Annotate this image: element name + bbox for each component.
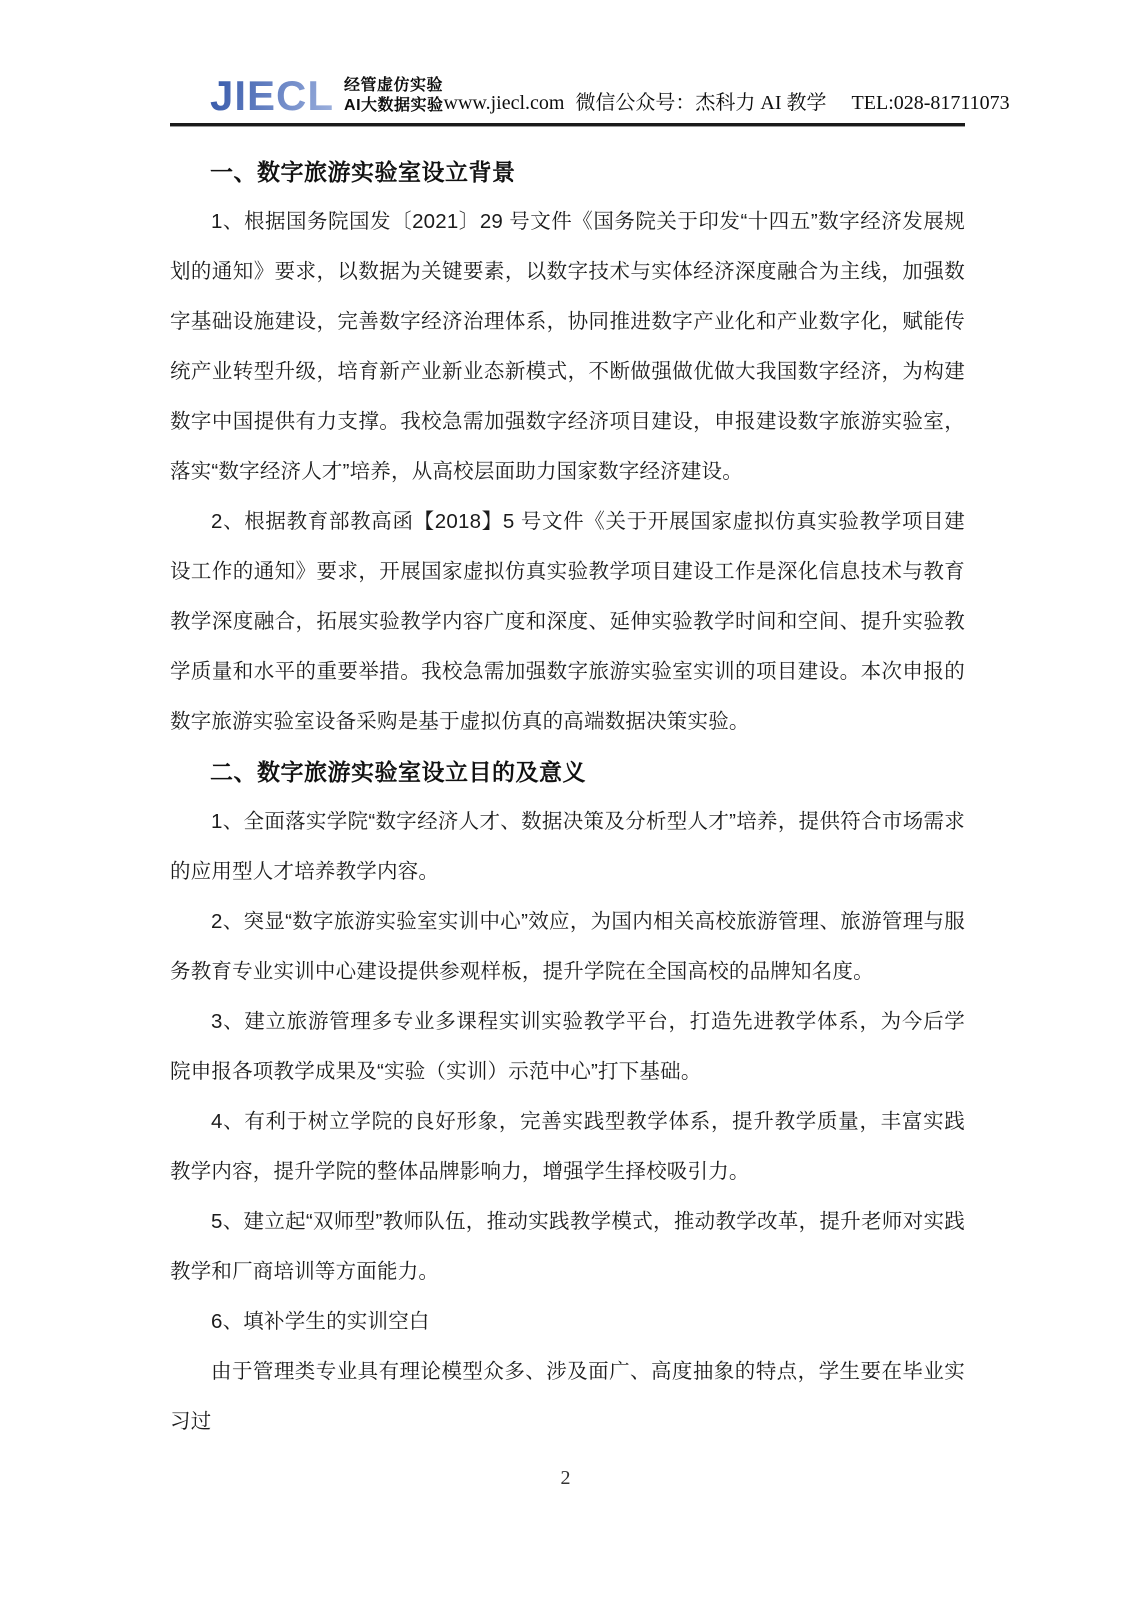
document-body [170, 122, 965, 1447]
letterhead-contact [444, 86, 1010, 116]
body-paragraph: 4、有利于树立学院的良好形象，完善实践型教学体系，提升教学质量，丰富实践教学内容，提升学院的整体品牌影响力，增强学生择校吸引力。 [170, 1110, 965, 1183]
logo-tagline-line1: 经管虚仿实验 [344, 77, 444, 94]
body-paragraph: 1、全面落实学院“数字经济人才、数据决策及分析型人才”培养，提供符合市场需求的应用型人才培养教学内容。 [170, 810, 965, 883]
jiecl-logo [210, 72, 444, 120]
jiecl-logo-tagline [344, 76, 444, 116]
section-1-heading: 一、数字旅游实验室设立背景 [210, 159, 516, 185]
body-paragraph: 6、填补学生的实训空白 [211, 1310, 430, 1333]
letterhead [170, 0, 1010, 127]
body-paragraph: 3、建立旅游管理多专业多课程实训实验教学平台，打造先进教学体系，为今后学院申报各项教学成果及“实验（实训）示范中心”打下基础。 [170, 1010, 965, 1083]
body-paragraph: 1、根据国务院国发〔2021〕29 号文件《国务院关于印发“十四五”数字经济发展规划的通知》要求，以数据为关键要素，以数字技术与实体经济深度融合为主线，加强数字基础设施建设，完善数字经济治理体系，协同推进数字产业化和产业数字化，赋能传统产业转型升级，培育新产业新业态新模式，不断做强做优做大我国数字经济，为构建数字中国提供有力支撑。我校急需加强数字经济项目建设，申报建设数字旅游实验室，落实“数字经济人才”培养，从高校层面助力国家数字经济建设。 [170, 210, 965, 483]
wechat-text: 微信公众号：杰科力 AI 教学 [575, 92, 827, 114]
jiecl-logo-wordmark: JIECL [210, 72, 335, 120]
website-text: www.jiecl.com [443, 92, 565, 114]
body-paragraph: 由于管理类专业具有理论模型众多、涉及面广、高度抽象的特点，学生要在毕业实习过 [170, 1360, 965, 1433]
page-footer [0, 1467, 1131, 1490]
logo-tagline-line2: AI大数据实验 [344, 97, 444, 114]
letterhead-row [170, 0, 1010, 123]
telephone-text: TEL:028-81711073 [851, 92, 1010, 114]
body-paragraph: 5、建立起“双师型”教师队伍，推动实践教学模式，推动教学改革，提升老师对实践教学和厂商培训等方面能力。 [170, 1210, 965, 1283]
body-paragraph: 2、突显“数字旅游实验室实训中心”效应，为国内相关高校旅游管理、旅游管理与服务教育专业实训中心建设提供参观样板，提升学院在全国高校的品牌知名度。 [170, 910, 965, 983]
section-2-heading: 二、数字旅游实验室设立目的及意义 [210, 759, 586, 785]
body-paragraph: 2、根据教育部教高函【2018】5 号文件《关于开展国家虚拟仿真实验教学项目建设工作的通知》要求，开展国家虚拟仿真实验教学项目建设工作是深化信息技术与教育教学深度融合，拓展实验教学内容广度和深度、延伸实验教学时间和空间、提升实验教学质量和水平的重要举措。我校急需加强数字旅游实验室实训的项目建设。本次申报的数字旅游实验室设备采购是基于虚拟仿真的高端数据决策实验。 [170, 510, 965, 733]
page-number: 2 [560, 1467, 571, 1489]
